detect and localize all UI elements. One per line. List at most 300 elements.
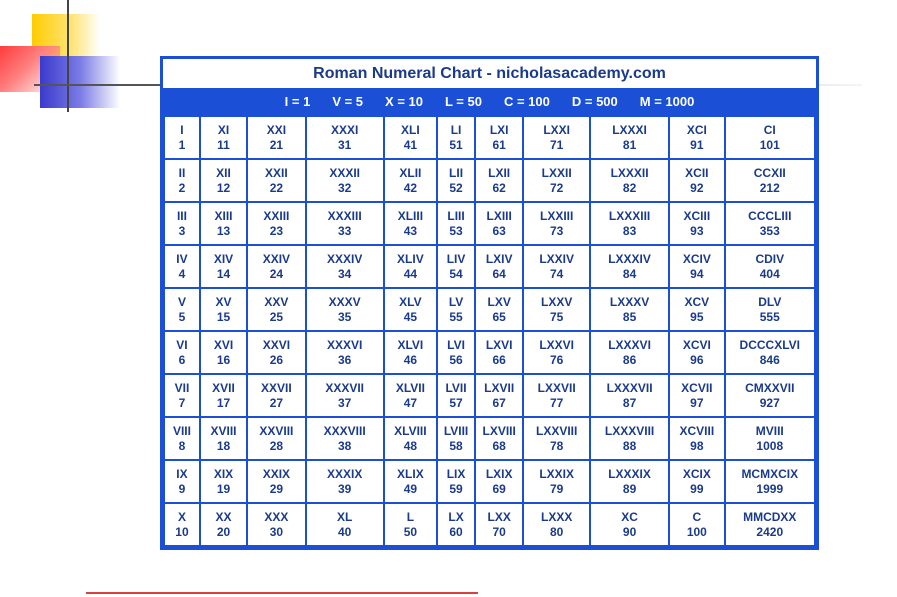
arabic-number: 66 (492, 352, 506, 367)
arabic-number: 99 (690, 481, 704, 496)
arabic-number: 9 (178, 481, 186, 496)
roman-numeral: LXXV (540, 294, 573, 309)
numeral-cell (438, 160, 474, 201)
numeral-cell (201, 332, 246, 373)
roman-numeral: IV (176, 251, 188, 266)
numeral-cell (726, 332, 814, 373)
numeral-cell (670, 375, 723, 416)
roman-numeral: LXIX (485, 466, 513, 481)
arabic-number: 64 (492, 266, 506, 281)
numeral-cell (165, 203, 199, 244)
roman-numeral: XXXIV (326, 251, 363, 266)
numeral-cell (307, 461, 383, 502)
numeral-cell (591, 461, 668, 502)
numeral-cell (476, 117, 522, 158)
numeral-table-body (165, 117, 814, 545)
arabic-number: 212 (759, 180, 780, 195)
roman-numeral: XCIII (683, 208, 711, 223)
legend-item: C = 100 (503, 94, 550, 109)
numeral-cell (726, 289, 814, 330)
roman-numeral: XCVII (681, 380, 713, 395)
arabic-number: 19 (216, 481, 231, 496)
numeral-cell (726, 117, 814, 158)
arabic-number: 80 (549, 524, 564, 539)
numeral-cell (670, 246, 723, 287)
arabic-number: 90 (622, 524, 637, 539)
roman-numeral: XCV (684, 294, 710, 309)
numeral-cell (165, 289, 199, 330)
arabic-number: 67 (492, 395, 506, 410)
numeral-cell (438, 332, 474, 373)
arabic-number: 5 (178, 309, 186, 324)
arabic-number: 98 (690, 438, 704, 453)
arabic-number: 15 (216, 309, 231, 324)
numeral-cell (726, 160, 814, 201)
arabic-number: 74 (549, 266, 564, 281)
roman-numeral: CCXII (753, 165, 786, 180)
roman-numeral: XLVI (397, 337, 424, 352)
roman-numeral: VI (176, 337, 188, 352)
roman-numeral: X (177, 509, 186, 524)
arabic-number: 73 (549, 223, 564, 238)
numeral-table (163, 115, 816, 547)
numeral-cell (524, 160, 589, 201)
chart-legend (163, 88, 816, 115)
roman-numeral: XXXVI (326, 337, 363, 352)
arabic-number: 16 (216, 352, 231, 367)
numeral-cell (524, 246, 589, 287)
numeral-cell (201, 160, 246, 201)
roman-numeral: XCI (686, 122, 707, 137)
roman-numeral: LXXIX (539, 466, 574, 481)
arabic-number: 85 (622, 309, 637, 324)
roman-numeral: XII (216, 165, 231, 180)
roman-numeral: LV (448, 294, 464, 309)
roman-numeral: LXXXVI (608, 337, 651, 352)
arabic-number: 1999 (756, 481, 784, 496)
arabic-number: 51 (449, 137, 463, 152)
arabic-number: 89 (622, 481, 637, 496)
arabic-number: 23 (269, 223, 284, 238)
roman-numeral: I (180, 122, 184, 137)
arabic-number: 32 (337, 180, 352, 195)
arabic-number: 54 (449, 266, 463, 281)
arabic-number: 84 (622, 266, 637, 281)
arabic-number: 43 (403, 223, 418, 238)
numeral-cell (524, 461, 589, 502)
roman-numeral: LVIII (443, 423, 469, 438)
arabic-number: 37 (337, 395, 352, 410)
roman-numeral: LXXVII (537, 380, 576, 395)
roman-numeral: XXXI (330, 122, 359, 137)
numeral-cell (201, 504, 246, 545)
arabic-number: 61 (492, 137, 506, 152)
arabic-number: 1008 (756, 438, 784, 453)
numeral-cell (248, 246, 305, 287)
roman-numeral: XVII (212, 380, 235, 395)
table-row (165, 117, 814, 158)
numeral-cell (201, 461, 246, 502)
numeral-cell (248, 117, 305, 158)
numeral-cell (591, 375, 668, 416)
numeral-cell (670, 289, 723, 330)
roman-numeral: XXXIII (327, 208, 362, 223)
roman-numeral: LXXXVII (606, 380, 653, 395)
arabic-number: 14 (216, 266, 231, 281)
arabic-number: 40 (337, 524, 352, 539)
roman-numeral: CDIV (755, 251, 785, 266)
roman-numeral: LXXX (540, 509, 573, 524)
table-row (165, 160, 814, 201)
arabic-number: 48 (403, 438, 418, 453)
numeral-cell (670, 461, 723, 502)
roman-numeral: LXXXIX (608, 466, 651, 481)
roman-numeral: LXX (487, 509, 511, 524)
numeral-cell (438, 246, 474, 287)
numeral-cell (385, 504, 436, 545)
roman-numeral: XLI (401, 122, 420, 137)
arabic-number: 56 (449, 352, 463, 367)
roman-numeral: LXXXV (609, 294, 650, 309)
numeral-cell (385, 461, 436, 502)
numeral-cell (524, 375, 589, 416)
arabic-number: 927 (759, 395, 780, 410)
roman-numeral: LXIV (485, 251, 513, 266)
roman-numeral: II (178, 165, 186, 180)
roman-numeral: VIII (172, 423, 191, 438)
numeral-cell (591, 160, 668, 201)
roman-numeral: LXVIII (482, 423, 516, 438)
roman-numeral: XXXIX (326, 466, 363, 481)
arabic-number: 50 (403, 524, 418, 539)
arabic-number: 97 (690, 395, 704, 410)
roman-numeral: LXXXII (610, 165, 649, 180)
arabic-number: 82 (622, 180, 637, 195)
roman-numeral: L (406, 509, 415, 524)
roman-numeral: XXXVIII (323, 423, 366, 438)
roman-numeral: LXV (487, 294, 511, 309)
numeral-cell (524, 203, 589, 244)
roman-numeral: XI (217, 122, 230, 137)
numeral-cell (670, 203, 723, 244)
arabic-number: 83 (622, 223, 637, 238)
numeral-cell (476, 504, 522, 545)
numeral-cell (248, 289, 305, 330)
roman-numeral: CCCLIII (748, 208, 792, 223)
numeral-cell (726, 203, 814, 244)
arabic-number: 101 (759, 137, 780, 152)
numeral-cell (438, 461, 474, 502)
roman-numeral: XXIV (262, 251, 291, 266)
numeral-cell (385, 289, 436, 330)
numeral-cell (248, 160, 305, 201)
numeral-cell (307, 117, 383, 158)
roman-numeral: XIII (214, 208, 233, 223)
arabic-number: 45 (403, 309, 418, 324)
roman-numeral: XXI (266, 122, 287, 137)
arabic-number: 18 (216, 438, 231, 453)
arabic-number: 26 (269, 352, 284, 367)
roman-numeral: XIV (213, 251, 234, 266)
numeral-cell (165, 375, 199, 416)
arabic-number: 33 (337, 223, 352, 238)
arabic-number: 78 (549, 438, 564, 453)
decor-blue-square (40, 56, 120, 108)
numeral-cell (385, 418, 436, 459)
roman-numeral: LIV (446, 251, 466, 266)
arabic-number: 47 (403, 395, 418, 410)
arabic-number: 13 (216, 223, 231, 238)
table-row (165, 289, 814, 330)
roman-numeral: LII (449, 165, 464, 180)
numeral-cell (248, 504, 305, 545)
numeral-cell (670, 117, 723, 158)
chart-title: Roman Numeral Chart - nicholasacademy.com (163, 59, 816, 88)
arabic-number: 52 (449, 180, 463, 195)
roman-numeral: LXXVIII (535, 423, 578, 438)
numeral-cell (165, 246, 199, 287)
numeral-cell (307, 418, 383, 459)
arabic-number: 55 (449, 309, 463, 324)
arabic-number: 91 (690, 137, 704, 152)
arabic-number: 94 (690, 266, 704, 281)
numeral-cell (670, 332, 723, 373)
numeral-cell (591, 246, 668, 287)
arabic-number: 2420 (756, 524, 784, 539)
roman-numeral: XC (621, 509, 638, 524)
arabic-number: 17 (216, 395, 231, 410)
numeral-cell (248, 461, 305, 502)
arabic-number: 41 (403, 137, 418, 152)
numeral-cell (165, 332, 199, 373)
legend-item: X = 10 (385, 94, 423, 109)
roman-numeral: DLV (758, 294, 782, 309)
decor-horizontal-line (34, 84, 162, 86)
roman-numeral: XXXII (329, 165, 360, 180)
arabic-number: 24 (269, 266, 284, 281)
arabic-number: 28 (269, 438, 284, 453)
numeral-cell (165, 418, 199, 459)
roman-numeral: MVIII (755, 423, 784, 438)
roman-numeral: CI (763, 122, 776, 137)
roman-numeral: MCMXCIX (741, 466, 799, 481)
arabic-number: 59 (449, 481, 463, 496)
roman-numeral: XLII (399, 165, 422, 180)
arabic-number: 38 (337, 438, 352, 453)
roman-numeral: XXIX (262, 466, 291, 481)
table-row (165, 504, 814, 545)
roman-numeral: LI (450, 122, 462, 137)
arabic-number: 62 (492, 180, 506, 195)
roman-numeral: VII (174, 380, 190, 395)
arabic-number: 72 (549, 180, 564, 195)
arabic-number: 1 (178, 137, 186, 152)
roman-numeral: DCCCXLVI (739, 337, 800, 352)
numeral-cell (726, 418, 814, 459)
arabic-number: 8 (178, 438, 186, 453)
numeral-cell (524, 418, 589, 459)
arabic-number: 6 (178, 352, 186, 367)
numeral-cell (201, 203, 246, 244)
numeral-cell (307, 332, 383, 373)
arabic-number: 77 (549, 395, 564, 410)
arabic-number: 12 (216, 180, 231, 195)
numeral-cell (248, 375, 305, 416)
roman-numeral: XVIII (210, 423, 237, 438)
arabic-number: 58 (449, 438, 463, 453)
roman-numeral: MMCDXX (743, 509, 797, 524)
arabic-number: 30 (269, 524, 284, 539)
roman-numeral: XXIII (263, 208, 290, 223)
arabic-number: 63 (492, 223, 506, 238)
roman-numeral: XLIX (397, 466, 424, 481)
arabic-number: 42 (403, 180, 418, 195)
arabic-number: 44 (403, 266, 418, 281)
numeral-cell (476, 332, 522, 373)
table-row (165, 418, 814, 459)
numeral-cell (438, 203, 474, 244)
arabic-number: 96 (690, 352, 704, 367)
legend-item: I = 1 (284, 94, 311, 109)
numeral-cell (670, 418, 723, 459)
numeral-cell (726, 461, 814, 502)
roman-numeral-chart (160, 56, 819, 550)
table-row (165, 203, 814, 244)
roman-numeral: LVI (447, 337, 465, 352)
table-row (165, 375, 814, 416)
arabic-number: 49 (403, 481, 418, 496)
roman-numeral: XXX (264, 509, 289, 524)
numeral-cell (726, 375, 814, 416)
numeral-cell (438, 375, 474, 416)
arabic-number: 7 (178, 395, 186, 410)
roman-numeral: V (177, 294, 186, 309)
numeral-cell (476, 203, 522, 244)
roman-numeral: XXVIII (259, 423, 294, 438)
numeral-cell (248, 203, 305, 244)
roman-numeral: LXXXIV (608, 251, 651, 266)
roman-numeral: XX (215, 509, 232, 524)
footer-red-line (86, 592, 478, 594)
numeral-cell (438, 289, 474, 330)
arabic-number: 846 (759, 352, 780, 367)
numeral-cell (438, 418, 474, 459)
arabic-number: 11 (217, 137, 230, 152)
numeral-cell (307, 504, 383, 545)
numeral-cell (248, 332, 305, 373)
roman-numeral: LXXII (541, 165, 572, 180)
numeral-cell (385, 117, 436, 158)
arabic-number: 3 (178, 223, 186, 238)
roman-numeral: XXVII (261, 380, 292, 395)
arabic-number: 76 (549, 352, 564, 367)
numeral-cell (165, 160, 199, 201)
arabic-number: 353 (759, 223, 780, 238)
numeral-cell (591, 504, 668, 545)
arabic-number: 87 (622, 395, 637, 410)
numeral-cell (248, 418, 305, 459)
numeral-cell (385, 160, 436, 201)
roman-numeral: LIII (447, 208, 465, 223)
numeral-cell (476, 246, 522, 287)
arabic-number: 36 (337, 352, 352, 367)
numeral-cell (476, 375, 522, 416)
arabic-number: 100 (686, 524, 707, 539)
numeral-cell (201, 375, 246, 416)
numeral-cell (524, 289, 589, 330)
numeral-cell (307, 289, 383, 330)
roman-numeral: LXI (489, 122, 509, 137)
numeral-cell (524, 332, 589, 373)
arabic-number: 2 (178, 180, 186, 195)
roman-numeral: XCVIII (679, 423, 715, 438)
chart-inner (163, 59, 816, 547)
legend-item: V = 5 (332, 94, 364, 109)
arabic-number: 555 (759, 309, 780, 324)
arabic-number: 46 (403, 352, 418, 367)
numeral-cell (201, 418, 246, 459)
numeral-cell (165, 504, 199, 545)
numeral-cell (670, 160, 723, 201)
numeral-cell (726, 246, 814, 287)
table-row (165, 246, 814, 287)
roman-numeral: XXXVII (325, 380, 364, 395)
numeral-cell (476, 418, 522, 459)
arabic-number: 79 (549, 481, 564, 496)
decor-vertical-line (67, 0, 69, 112)
roman-numeral: XLIII (397, 208, 424, 223)
arabic-number: 95 (690, 309, 704, 324)
arabic-number: 27 (269, 395, 284, 410)
table-row (165, 332, 814, 373)
roman-numeral: LVII (445, 380, 467, 395)
table-row (165, 461, 814, 502)
arabic-number: 81 (622, 137, 637, 152)
roman-numeral: LIX (446, 466, 466, 481)
numeral-cell (385, 246, 436, 287)
roman-numeral: XCII (685, 165, 709, 180)
numeral-cell (591, 117, 668, 158)
roman-numeral: XCVI (682, 337, 711, 352)
arabic-number: 86 (622, 352, 637, 367)
roman-numeral: XLVIII (394, 423, 427, 438)
arabic-number: 21 (269, 137, 284, 152)
arabic-number: 4 (178, 266, 186, 281)
numeral-cell (307, 160, 383, 201)
roman-numeral: LXII (488, 165, 511, 180)
arabic-number: 71 (549, 137, 564, 152)
numeral-cell (307, 203, 383, 244)
numeral-cell (670, 504, 723, 545)
roman-numeral: C (692, 509, 702, 524)
arabic-number: 70 (492, 524, 506, 539)
legend-item: M = 1000 (639, 94, 695, 109)
roman-numeral: LXVI (485, 337, 513, 352)
arabic-number: 60 (449, 524, 463, 539)
legend-item: L = 50 (444, 94, 482, 109)
arabic-number: 92 (690, 180, 704, 195)
roman-numeral: LXXXI (612, 122, 647, 137)
roman-numeral: LXXIV (539, 251, 574, 266)
roman-numeral: XLV (399, 294, 422, 309)
numeral-cell (591, 332, 668, 373)
arabic-number: 39 (337, 481, 352, 496)
arabic-number: 22 (269, 180, 284, 195)
numeral-cell (476, 289, 522, 330)
arabic-number: 65 (492, 309, 506, 324)
numeral-cell (524, 117, 589, 158)
roman-numeral: XLIV (397, 251, 424, 266)
